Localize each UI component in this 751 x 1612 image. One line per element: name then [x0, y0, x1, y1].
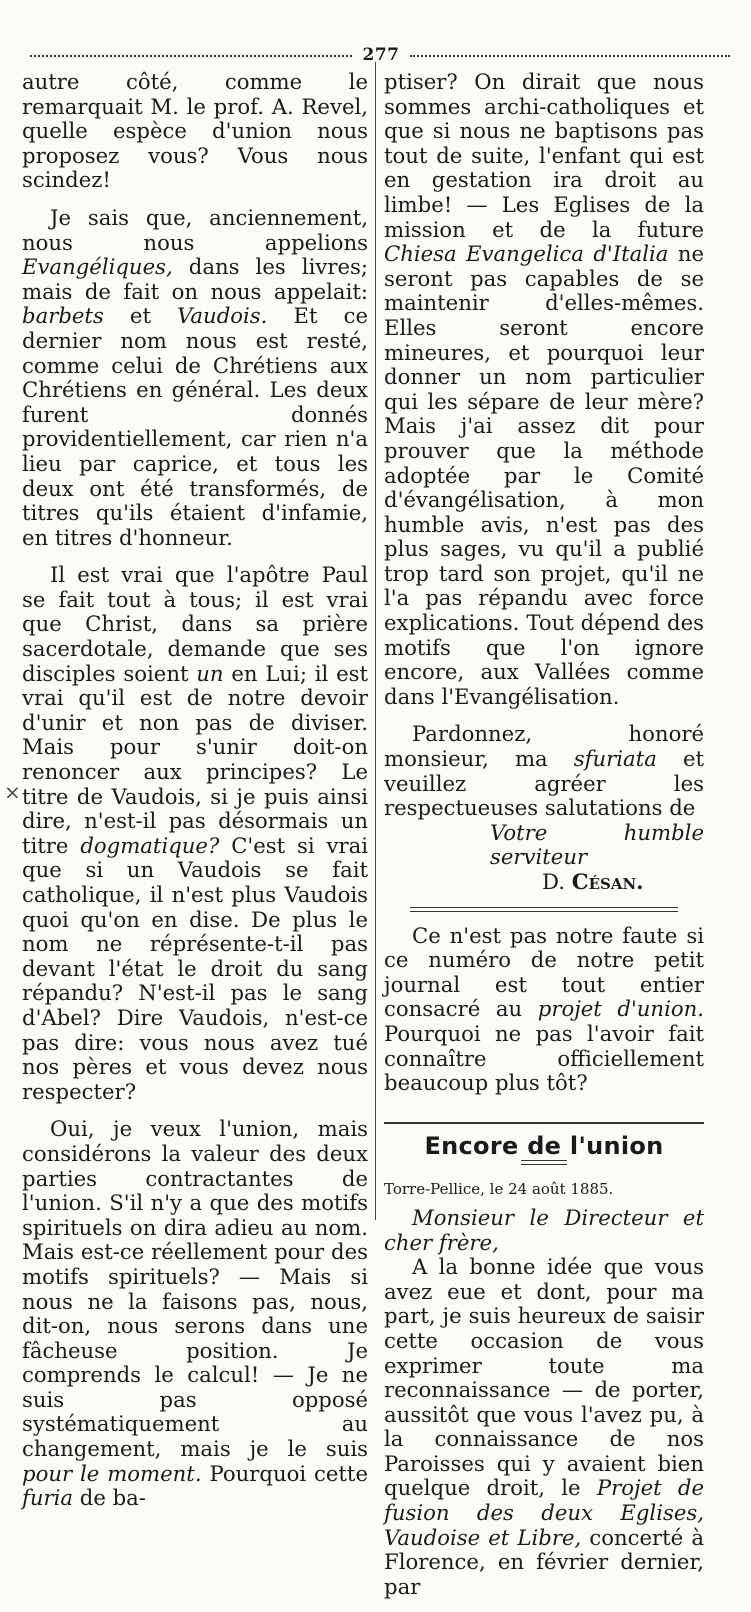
dateline: Torre-Pellice, le 24 août 1885.: [384, 1180, 614, 1199]
column-divider: [375, 62, 376, 1220]
right-column: [384, 70, 704, 1612]
section-divider: [410, 907, 678, 912]
heading-ornament: [521, 1160, 567, 1165]
paragraph: Il est vrai que l'apôtre Paul se fait tout à tous; il est vrai que Christ, dans sa prière sacerdotale, demande que ses disciples soient un en Lui; il est vrai qu'il est de notre devoir d'unir et non pas de diviser. Mais pour s'unir doit-on renoncer aux principes? Le titre de Vaudois, si je puis ainsi dire, n'est-il pas désormais un titre dogmatique? C'est si vrai que si un Vaudois se fait catholique, il n'est plus Vaudois quoi qu'on en dise. De plus le nom ne réprésente-t-il pas devant l'état le droit du sang répandu? N'est-il pas le sang d'Abel? Dire Vaudois, n'est-ce pas dire: vous nous avez tué nos pères et vous devez nous respecter?: [22, 562, 368, 1104]
margin-mark: ×: [4, 780, 21, 804]
paragraph: autre côté, comme le remarquait M. le prof. A. Revel, quelle espèce d'union nous proposez vous? Vous nous scindez!: [22, 69, 368, 193]
page-number: 277: [362, 45, 400, 65]
header-ornament-right: [410, 55, 730, 57]
paragraph: Je sais que, anciennement, nous nous appelions Evangéliques, dans les livres; mais de fait on nous appelait: barbets et Vaudois. Et ce dernier nom nous est resté, comme celui de Chrétiens aux Chrétiens en général. Les deux furent donnés providentiellement, car rien n'a lieu par caprice, et tous les deux ont été transformés, de titres qu'ils étaient d'infamie, en titres d'honneur.: [22, 204, 368, 550]
signature-closing: Votre humble serviteur: [490, 819, 704, 870]
paragraph: Oui, je veux l'union, mais considérons la valeur des deux parties contractantes de l'union. S'il n'y a que des motifs spirituels on dira adieu au nom. Mais est-ce réellement pour des motifs spirituels? — Mais si nous ne la faisons pas, nous, dit-on, nous serons dans une fâcheuse position. Je comprends le calcul! — Je ne suis pas opposé systématiquement au changement, mais je le suis pour le moment. Pourquoi cette furia de ba-: [22, 1116, 368, 1511]
left-column: [22, 70, 368, 1524]
paragraph: Pardonnez, honoré monsieur, ma sfuriata et veuillez agréer les respectueuses salutations de: [384, 721, 704, 821]
salutation: Monsieur le Directeur et cher frère,: [384, 1204, 704, 1255]
editor-note: Ce n'est pas notre faute si ce numéro de notre petit journal est tout entier consacré au projet d'union. Pourquoi ne pas l'avoir fait connaître officiellement beaucoup plus tôt?: [384, 922, 704, 1096]
signature-name: D. Césan.: [542, 869, 644, 894]
page-header: [22, 45, 734, 65]
header-ornament-left: [30, 55, 352, 57]
paragraph: A la bonne idée que vous avez eue et dont, pour ma part, je suis heureux de saisir cette occasion de vous exprimer toute ma reconnaissance — de porter, aussitôt que vous l'avez pu, à la connaissance de nos Paroisses qui y avaient bien quelque droit, le Projet de fusion des deux Eglises, Vaudoise et Libre, concerté à Florence, en février dernier, par: [384, 1254, 704, 1599]
article-heading: Encore de l'union: [424, 1131, 664, 1160]
paragraph: ptiser? On dirait que nous sommes archi-catholiques et que si nous ne baptisons pas tout de suite, l'enfant qui est en gestation ira droit au limbe! — Les Eglises de la mission et de la future Chiesa Evangelica d'Italia ne seront pas capables de se maintenir d'elles-mêmes. Elles seront encore mineures, et pourquoi leur donner un nom particulier qui les sépare de leur mère? Mais j'ai assez dit pour prouver que la méthode adoptée par le Comité d'évangélisation, à mon humble avis, n'est pas des plus sages, vu qu'il a publié trop tard son projet, qu'il ne l'a pas répandu avec force explications. Tout dépend des motifs que l'on ignore encore, aux Vallées comme dans l'Evangélisation.: [384, 69, 704, 709]
section-rule: [384, 1122, 704, 1124]
